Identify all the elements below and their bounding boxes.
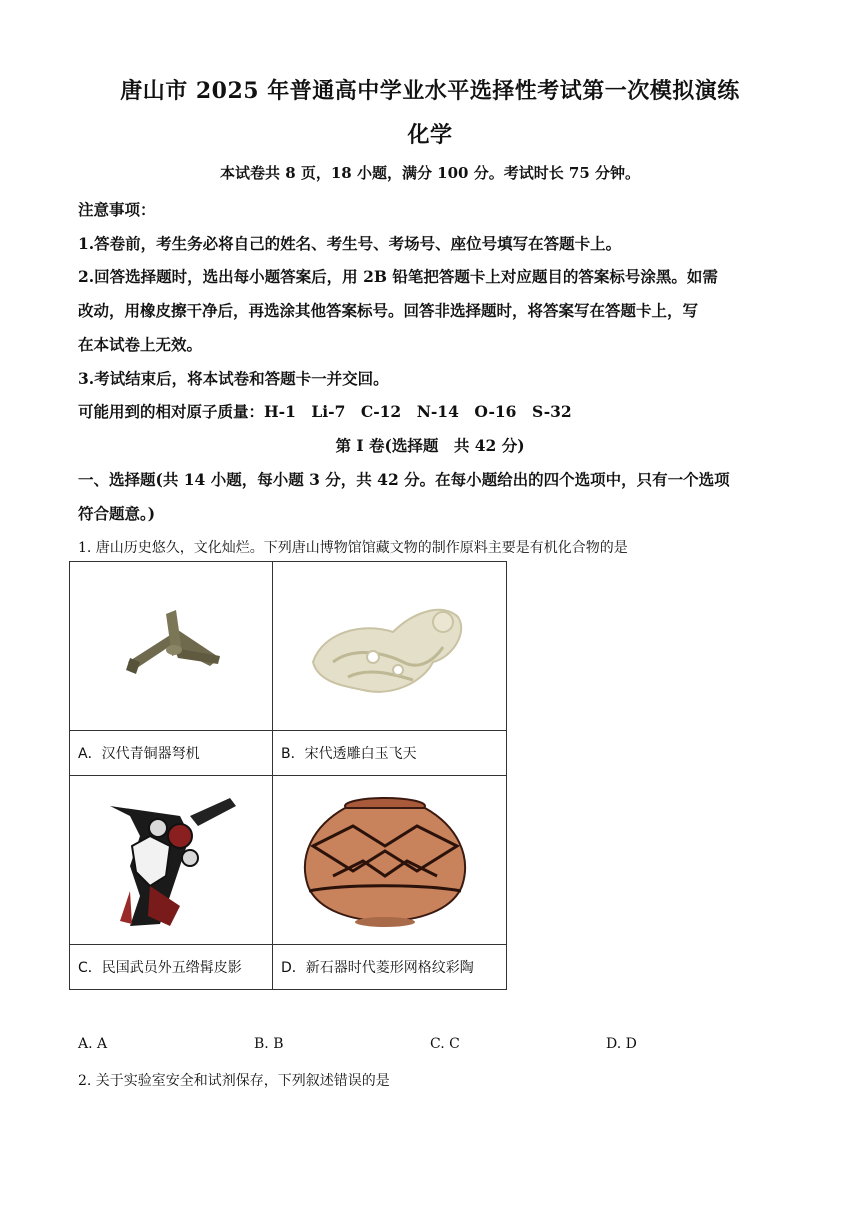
exam-title: 唐山市 2025 年普通高中学业水平选择性考试第一次模拟演练 [120,78,740,104]
answer-option-a[interactable]: A. A [78,1036,108,1052]
image-cell-c [70,776,273,945]
caption-b: B．宋代透雕白玉飞天 [273,731,507,776]
caption-c: C．民国武员外五绺髯皮影 [70,945,273,990]
note-item-2-line-2: 改动，用橡皮擦干净后，再选涂其他答案标号。回答非选择题时，将答案写在答题卡上，写 [78,301,699,320]
subject-title: 化学 [407,122,453,148]
section-instruction-line-2: 符合题意。) [78,504,156,523]
note-item-1: 1.答卷前，考生务必将自己的姓名、考生号、考场号、座位号填写在答题卡上。 [78,234,622,253]
question-1-stem: 1. 唐山历史悠久，文化灿烂。下列唐山博物馆馆藏文物的制作原料主要是有机化合物的是 [78,540,628,556]
atomic-masses: 可能用到的相对原子质量：H-1 Li-7 C-12 N-14 O-16 S-32 [78,402,572,421]
question-1-options-table [69,561,507,990]
caption-d: D．新石器时代菱形网格纹彩陶 [273,945,507,990]
shadow-puppet-image [70,776,264,944]
notes-heading: 注意事项： [78,200,156,219]
note-item-2-line-1: 2.回答选择题时，选出每小题答案后，用 2B 铅笔把答题卡上对应题目的答案标号涂黑。如需 [78,267,718,286]
answer-option-c[interactable]: C. C [430,1036,460,1052]
caption-a: A．汉代青铜器弩机 [70,731,273,776]
note-item-3: 3.考试结束后，将本试卷和答题卡一并交回。 [78,369,389,388]
answer-option-d[interactable]: D. D [606,1036,637,1052]
exam-info: 本试卷共 8 页，18 小题，满分 100 分。考试时长 75 分钟。 [219,164,641,182]
section-title: 第 I 卷(选择题 共 42 分) [335,436,525,455]
image-cell-d [273,776,507,945]
image-cell-b [273,562,507,731]
question-2-stem: 2. 关于实验室安全和试剂保存，下列叙述错误的是 [78,1073,390,1089]
image-cell-a [70,562,273,731]
note-item-2-line-3: 在本试卷上无效。 [78,335,203,354]
white-jade-flying-apsara-image [273,562,498,730]
painted-pottery-image [273,776,498,944]
bronze-crossbow-trigger-image [70,562,264,730]
answer-option-b[interactable]: B. B [254,1036,284,1052]
section-instruction-line-1: 一、选择题(共 14 小题，每小题 3 分，共 42 分。在每小题给出的四个选项中，只有一个选项 [78,470,730,489]
